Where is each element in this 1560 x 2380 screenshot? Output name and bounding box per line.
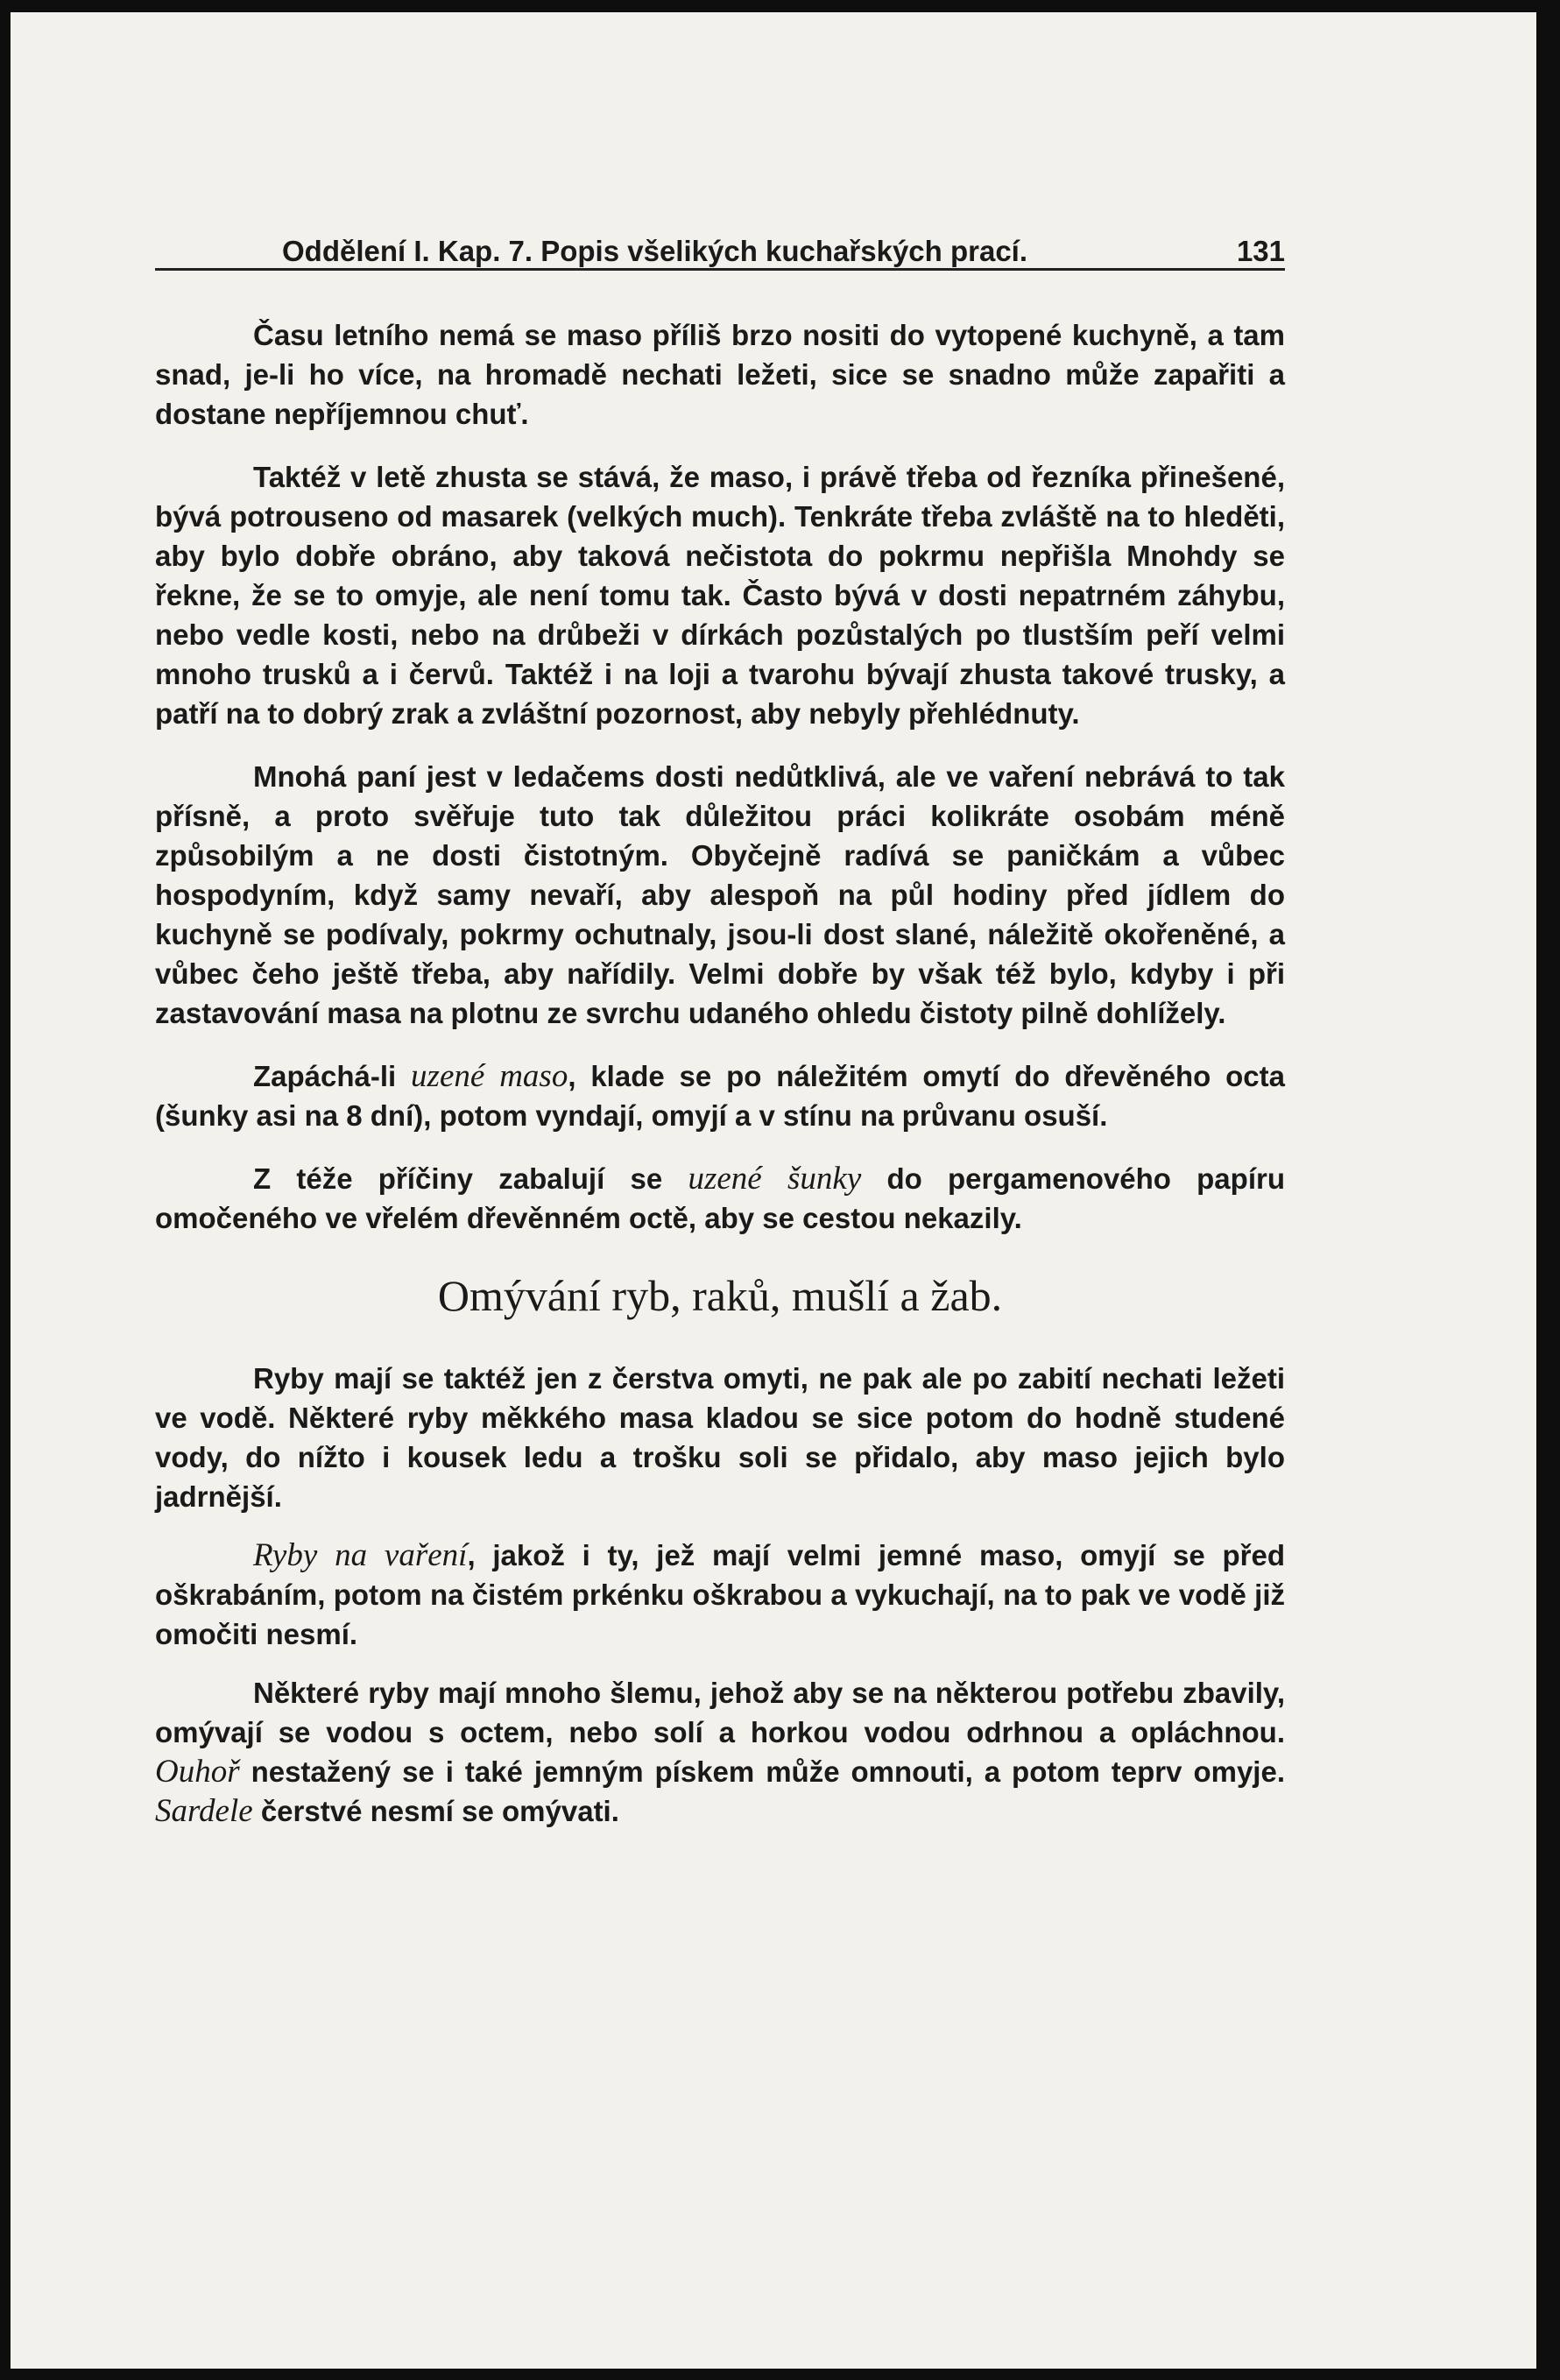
paragraph xyxy=(155,1536,1285,1654)
paragraph-text: čerstvé nesmí se omývati. xyxy=(252,1795,619,1827)
paragraph-text: do pergamenového papíru omočeného ve vřelém dřevěnném octě, aby se cestou nekazily. xyxy=(155,1162,1285,1234)
italic-term: Sardele xyxy=(155,1793,253,1829)
paragraph-text: nestažený se i také jemným pískem může omnouti, a potom teprv omyje. xyxy=(239,1755,1285,1788)
page-number: 131 xyxy=(1236,235,1285,267)
header-rule xyxy=(155,268,1285,271)
paragraph: Mnohá paní jest v ledačems dosti nedůtklivá, ale ve vaření nebrává to tak přísně, a proto svěřuje tuto tak důležitou práci kolikráte osobám méně způsobilým a ne dosti čistotným. Obyčejně radívá se paničkám a vůbec hospodyním, když samy nevaří, aby alespoň na půl hodiny před jídlem do kuchyně se podívaly, pokrmy ochutnaly, jsou-li dost slané, náležitě okořeněné, a vůbec čeho ještě třeba, aby nařídily. Velmi dobře by však též bylo, kdyby i při zastavování masa na plotnu ze svrchu udaného ohledu čistoty pilně dohlížely. xyxy=(155,760,1285,1029)
page-body xyxy=(155,315,1285,1831)
paragraph-text: Zapáchá-li xyxy=(253,1060,412,1092)
paragraph: Času letního nemá se maso příliš brzo nositi do vytopené kuchyně, a tam snad, je-li ho více, na hromadě nechati ležeti, sice se snadno může zapařiti a dostane nepříjemnou chuť. xyxy=(155,319,1285,430)
italic-term: Ouhoř xyxy=(155,1754,240,1790)
running-head xyxy=(155,219,1285,268)
paragraph-text: Některé ryby mají mnoho šlemu, jehož aby se na některou potřebu zbavily, omývají se vodou s octem, nebo solí a horkou vodou odrhnou a opláchnou. xyxy=(155,1677,1285,1748)
paragraph: Taktéž v letě zhusta se stává, že maso, i právě třeba od řezníka přinešené, bývá potrouseno od masarek (velkých much). Tenkráte třeba zvláště na to hleděti, aby bylo dobře obráno, aby taková nečistota do pokrmu nepřišla Mnohdy se řekne, že se to omyje, ale není tomu tak. Často bývá v dosti nepatrném záhybu, nebo vedle kosti, nebo na drůbeži v dírkách pozůstalých po tlustším peří velmi mnoho trusků a i červů. Taktéž i na loji a tvarohu bývají zhusta takové trusky, a patří na to dobrý zrak a zvláštní pozornost, aby nebyly přehlédnuty. xyxy=(155,461,1285,730)
paragraph: Ryby mají se taktéž jen z čerstva omyti, ne pak ale po zabití nechati ležeti ve vodě. Některé ryby měkkého masa kladou se sice potom do hodně studené vody, do nížto i kousek ledu a trošku soli se přidalo, aby maso jejich bylo jadrnější. xyxy=(155,1362,1285,1513)
section-heading: Omývání ryb, raků, mušlí a žab. xyxy=(437,1271,1003,1320)
paragraph-text: Z téže příčiny zabalují se xyxy=(253,1162,688,1195)
paragraph xyxy=(155,1056,1285,1135)
scanned-page xyxy=(11,12,1536,2369)
paragraph-text: , klade se po náležitém omytí do dřevěného octa (šunky asi na 8 dní), potom vyndají, omyjí a v stínu na průvanu osuší. xyxy=(155,1060,1285,1132)
paragraph-text: , jakož i ty, jež mají velmi jemné maso, omyjí se před oškrabáním, potom na čistém prkénku oškrabou a vykuchají, na to pak ve vodě již omočiti nesmí. xyxy=(155,1539,1285,1650)
italic-term: uzené šunky xyxy=(688,1161,862,1197)
italic-term: Ryby na vaření xyxy=(253,1537,468,1573)
running-head-title: Oddělení I. Kap. 7. Popis všelikých kuchařských prací. xyxy=(282,235,1028,267)
paragraph xyxy=(155,1673,1285,1831)
italic-term: uzené maso xyxy=(411,1058,568,1094)
paragraph xyxy=(155,1159,1285,1238)
